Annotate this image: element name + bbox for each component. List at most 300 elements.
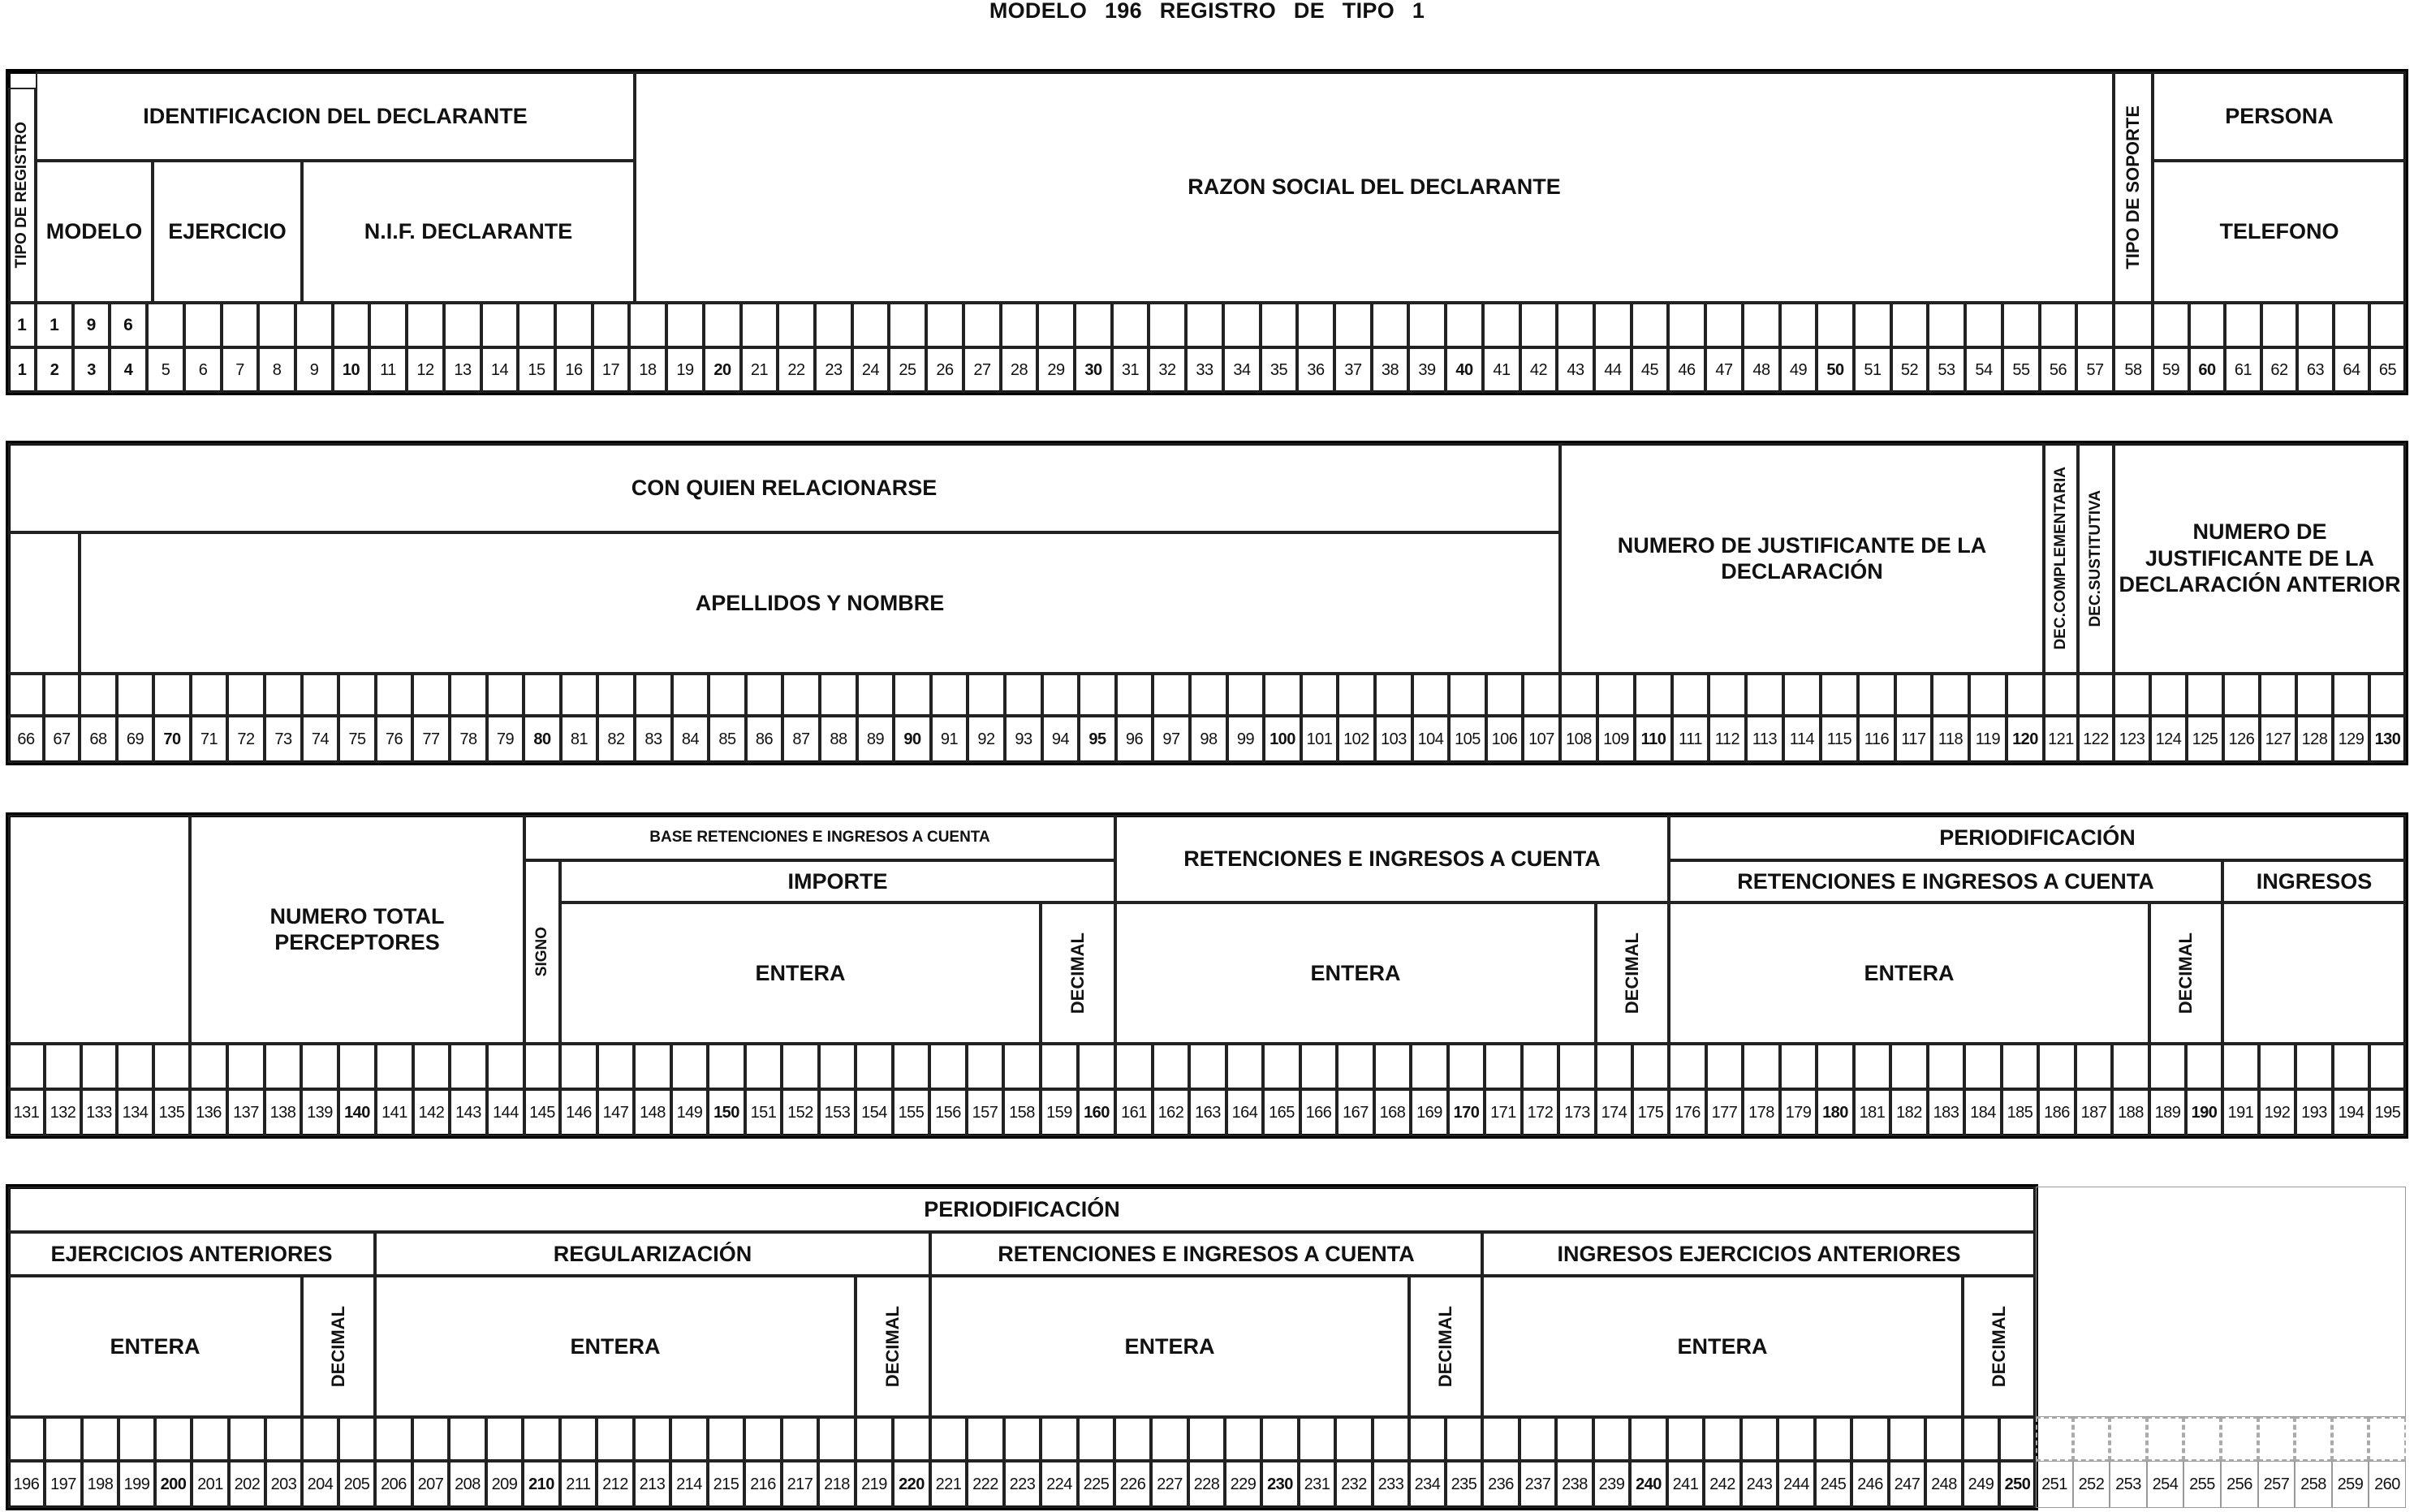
position-number: 113 (1746, 716, 1783, 763)
data-input-box[interactable] (1669, 1044, 1706, 1089)
page-title: MODELO 196 REGISTRO DE TIPO 1 (989, 0, 1425, 23)
data-input-box[interactable] (44, 674, 80, 716)
data-input-box[interactable] (1520, 303, 1557, 347)
data-input-box[interactable] (412, 674, 450, 716)
data-input-box[interactable] (2150, 674, 2187, 716)
data-input-box[interactable] (1448, 1044, 1485, 1089)
data-input-box[interactable] (1854, 1044, 1890, 1089)
data-input-box[interactable] (227, 1044, 265, 1089)
data-input-box[interactable] (1300, 1044, 1337, 1089)
data-input-box[interactable] (1041, 1417, 1078, 1461)
data-input-box[interactable] (1964, 1044, 2002, 1089)
data-input-box[interactable] (2110, 1417, 2147, 1461)
data-input-box[interactable] (338, 674, 376, 716)
data-input-box[interactable] (2221, 1417, 2258, 1461)
data-input-box[interactable] (1522, 1044, 1558, 1089)
data-input-box[interactable] (2076, 303, 2114, 347)
data-input-box[interactable] (1004, 1417, 1041, 1461)
data-input-box[interactable] (153, 1044, 190, 1089)
data-input-box[interactable] (1186, 303, 1223, 347)
data-input-box[interactable] (2334, 303, 2369, 347)
data-input-box[interactable] (1667, 1417, 1704, 1461)
data-input-box[interactable] (523, 1417, 560, 1461)
data-input-box[interactable] (635, 674, 672, 716)
data-input-box[interactable] (2040, 303, 2076, 347)
data-input-box[interactable] (778, 303, 815, 347)
ejercicio-header: EJERCICIO (153, 161, 302, 303)
data-input-box[interactable] (444, 303, 481, 347)
position-number: 260 (2369, 1461, 2406, 1508)
data-input-box[interactable] (593, 303, 629, 347)
data-input-box[interactable] (2258, 1417, 2295, 1461)
data-input-box[interactable] (634, 1417, 670, 1461)
data-input-box[interactable] (2297, 303, 2334, 347)
position-number: 62 (2261, 347, 2297, 393)
data-input-box[interactable] (2189, 303, 2225, 347)
data-input-box[interactable] (1153, 674, 1190, 716)
entera-header: ENTERA (1669, 902, 2149, 1044)
data-input-box[interactable] (2036, 1417, 2073, 1461)
data-input-box[interactable] (852, 303, 889, 347)
data-input-box[interactable] (1301, 674, 1338, 716)
data-input-box[interactable] (82, 1417, 119, 1461)
data-input-box[interactable] (1778, 1417, 1815, 1461)
data-input-box[interactable] (1037, 303, 1075, 347)
data-input-box[interactable] (2295, 1417, 2332, 1461)
data-input-box[interactable] (1225, 1417, 1261, 1461)
data-input-box[interactable] (889, 303, 926, 347)
data-input-box[interactable] (190, 1044, 227, 1089)
data-input-box[interactable] (45, 1417, 82, 1461)
data-input-box[interactable] (1226, 1044, 1263, 1089)
data-input-box[interactable] (931, 674, 968, 716)
data-input-box[interactable] (1264, 674, 1301, 716)
data-input-box[interactable] (1783, 674, 1821, 716)
data-input-box[interactable] (666, 303, 704, 347)
position-number: 2 (36, 347, 73, 393)
data-input-box[interactable] (672, 674, 709, 716)
data-input-box[interactable] (1153, 1044, 1189, 1089)
modelo-header: MODELO (36, 161, 153, 303)
ingresos-header: INGRESOS (2222, 860, 2406, 902)
data-input-box[interactable] (820, 674, 857, 716)
data-input-box[interactable] (192, 1417, 229, 1461)
position-number: 108 (1560, 716, 1597, 763)
data-input-box[interactable] (450, 1044, 487, 1089)
data-input-box[interactable] (1817, 1044, 1854, 1089)
data-input-box[interactable] (1263, 1044, 1300, 1089)
data-input-box[interactable] (2002, 1044, 2038, 1089)
data-box-value[interactable]: 1 (8, 303, 36, 347)
data-input-box[interactable] (2261, 303, 2297, 347)
data-input-box[interactable] (1411, 1044, 1448, 1089)
data-input-box[interactable] (2333, 674, 2369, 716)
data-input-box[interactable] (1928, 303, 1965, 347)
data-input-box[interactable] (1672, 674, 1709, 716)
data-input-box[interactable] (222, 303, 258, 347)
position-number: 246 (1851, 1461, 1889, 1508)
tipo-registro-header-text: TIPO DE REGISTRO (12, 122, 30, 269)
data-input-box[interactable] (1557, 303, 1594, 347)
data-input-box[interactable] (1851, 1417, 1889, 1461)
data-input-box[interactable] (782, 1044, 819, 1089)
data-input-box[interactable] (1556, 1417, 1593, 1461)
data-input-box[interactable] (449, 1417, 486, 1461)
data-input-box[interactable] (2183, 1417, 2221, 1461)
data-input-box[interactable] (1375, 674, 1412, 716)
data-input-box[interactable] (1335, 1417, 1373, 1461)
position-number: 247 (1889, 1461, 1925, 1508)
data-input-box[interactable] (1449, 674, 1486, 716)
data-input-box[interactable] (1114, 1417, 1151, 1461)
data-input-box[interactable] (856, 1417, 893, 1461)
data-input-box[interactable] (929, 1044, 967, 1089)
data-input-box[interactable] (1558, 1044, 1596, 1089)
data-input-box[interactable] (2369, 674, 2406, 716)
data-input-box[interactable] (1042, 674, 1079, 716)
data-input-box[interactable] (1112, 303, 1149, 347)
data-input-box[interactable] (265, 1044, 301, 1089)
data-input-box[interactable] (1743, 303, 1780, 347)
data-input-box[interactable] (968, 674, 1005, 716)
data-input-box[interactable] (1075, 303, 1112, 347)
data-input-box[interactable] (2225, 303, 2261, 347)
position-number: 182 (1890, 1089, 1928, 1136)
data-input-box[interactable] (117, 674, 153, 716)
data-input-box[interactable] (301, 1044, 338, 1089)
data-input-box[interactable] (893, 1044, 929, 1089)
data-input-box[interactable] (1817, 303, 1854, 347)
data-input-box[interactable] (450, 674, 487, 716)
data-input-box[interactable] (1149, 303, 1186, 347)
data-input-box[interactable] (1485, 1044, 1522, 1089)
data-input-box[interactable] (1596, 1044, 1632, 1089)
position-number: 174 (1596, 1089, 1632, 1136)
data-input-box[interactable] (2149, 1044, 2186, 1089)
position-number: 65 (2369, 347, 2406, 393)
data-input-box[interactable] (1408, 303, 1446, 347)
position-number: 255 (2183, 1461, 2221, 1508)
data-input-box[interactable] (1005, 674, 1042, 716)
data-input-box[interactable] (629, 303, 666, 347)
data-input-box[interactable] (930, 1417, 967, 1461)
data-input-box[interactable] (1889, 1417, 1925, 1461)
data-input-box[interactable] (561, 674, 597, 716)
position-number: 45 (1632, 347, 1668, 393)
data-input-box[interactable] (1593, 1417, 1630, 1461)
data-input-box[interactable] (155, 1417, 192, 1461)
position-number: 212 (597, 1461, 634, 1508)
data-input-box[interactable] (153, 674, 191, 716)
data-input-box[interactable] (1895, 674, 1932, 716)
position-number: 53 (1928, 347, 1965, 393)
data-input-box[interactable] (1116, 674, 1153, 716)
data-input-box[interactable] (1632, 1044, 1669, 1089)
position-number: 25 (889, 347, 926, 393)
data-input-box[interactable] (2114, 674, 2150, 716)
data-input-box[interactable] (1854, 303, 1891, 347)
position-number: 232 (1335, 1461, 1373, 1508)
data-input-box[interactable] (856, 1044, 893, 1089)
data-input-box[interactable] (2002, 303, 2040, 347)
position-number: 257 (2258, 1461, 2295, 1508)
data-input-box[interactable] (1409, 1417, 1446, 1461)
data-input-box[interactable] (1297, 303, 1334, 347)
data-input-box[interactable] (375, 1417, 412, 1461)
data-input-box[interactable] (1003, 1044, 1041, 1089)
data-input-box[interactable] (227, 674, 265, 716)
data-input-box[interactable] (1227, 674, 1264, 716)
data-input-box[interactable] (1338, 674, 1375, 716)
data-input-box[interactable] (782, 1417, 818, 1461)
data-input-box[interactable] (597, 1417, 634, 1461)
data-input-box[interactable] (524, 674, 561, 716)
position-number: 75 (338, 716, 376, 763)
position-number: 177 (1706, 1089, 1743, 1136)
data-input-box[interactable] (1705, 303, 1743, 347)
data-input-box[interactable] (634, 1044, 671, 1089)
data-input-box[interactable] (1928, 1044, 1964, 1089)
data-input-box[interactable] (369, 303, 407, 347)
data-input-box[interactable] (147, 303, 184, 347)
position-number: 90 (894, 716, 931, 763)
data-input-box[interactable] (1299, 1417, 1335, 1461)
data-input-box[interactable] (229, 1417, 265, 1461)
data-input-box[interactable] (1190, 674, 1227, 716)
persona-header: PERSONA (2153, 71, 2406, 161)
data-input-box[interactable] (1704, 1417, 1741, 1461)
data-input-box[interactable] (2186, 1044, 2222, 1089)
data-input-box[interactable] (1374, 1044, 1411, 1089)
data-input-box[interactable] (338, 1044, 376, 1089)
data-input-box[interactable] (518, 303, 555, 347)
data-input-box[interactable] (1821, 674, 1858, 716)
data-input-box[interactable] (80, 674, 117, 716)
data-input-box[interactable] (2332, 1417, 2369, 1461)
position-number: 106 (1486, 716, 1523, 763)
data-input-box[interactable] (857, 674, 894, 716)
data-input-box[interactable] (1520, 1417, 1556, 1461)
position-number: 50 (1817, 347, 1854, 393)
data-input-box[interactable] (1668, 303, 1705, 347)
data-input-box[interactable] (819, 1044, 856, 1089)
data-input-box[interactable] (487, 674, 524, 716)
data-input-box[interactable] (1115, 1044, 1153, 1089)
data-box-value[interactable]: 1 (36, 303, 73, 347)
data-input-box[interactable] (1337, 1044, 1374, 1089)
data-input-box[interactable] (709, 674, 746, 716)
data-input-box[interactable] (818, 1417, 856, 1461)
data-input-box[interactable] (967, 1417, 1004, 1461)
data-input-box[interactable] (1969, 674, 2007, 716)
data-input-box[interactable] (117, 1044, 153, 1089)
data-input-box[interactable] (1560, 674, 1597, 716)
data-input-box[interactable] (1963, 1417, 1999, 1461)
data-input-box[interactable] (1932, 674, 1969, 716)
data-input-box[interactable] (1151, 1417, 1188, 1461)
data-input-box[interactable] (412, 1417, 449, 1461)
data-input-box[interactable] (1041, 1044, 1078, 1089)
data-input-box[interactable] (2260, 674, 2296, 716)
decimal-header (1963, 1276, 2036, 1417)
data-input-box[interactable] (1780, 303, 1817, 347)
data-input-box[interactable] (184, 303, 222, 347)
data-input-box[interactable] (782, 674, 820, 716)
data-input-box[interactable] (1597, 674, 1635, 716)
data-input-box[interactable] (1632, 303, 1668, 347)
data-input-box[interactable] (894, 674, 931, 716)
data-input-box[interactable] (302, 1417, 338, 1461)
data-input-box[interactable] (1188, 1417, 1225, 1461)
data-input-box[interactable] (2296, 674, 2333, 716)
data-input-box[interactable] (2153, 303, 2189, 347)
data-input-box[interactable] (815, 303, 852, 347)
data-input-box[interactable] (1261, 303, 1297, 347)
data-input-box[interactable] (2333, 1044, 2369, 1089)
data-input-box[interactable] (744, 1417, 782, 1461)
data-input-box[interactable] (333, 303, 369, 347)
position-number: 4 (110, 347, 147, 393)
data-input-box[interactable] (2147, 1417, 2183, 1461)
data-input-box[interactable] (119, 1417, 155, 1461)
position-number: 138 (265, 1089, 301, 1136)
data-input-box[interactable] (2295, 1044, 2333, 1089)
data-input-box[interactable] (670, 1417, 708, 1461)
data-input-box[interactable] (1446, 303, 1483, 347)
data-input-box[interactable] (1858, 674, 1895, 716)
data-input-box[interactable] (481, 303, 518, 347)
data-input-box[interactable] (1709, 674, 1746, 716)
data-input-box[interactable] (265, 1417, 302, 1461)
position-number: 201 (192, 1461, 229, 1508)
data-input-box[interactable] (1261, 1417, 1299, 1461)
data-input-box[interactable] (2222, 1044, 2259, 1089)
data-input-box[interactable] (704, 303, 741, 347)
data-input-box[interactable] (2073, 1417, 2110, 1461)
data-input-box[interactable] (597, 674, 635, 716)
data-input-box[interactable] (1890, 1044, 1928, 1089)
data-input-box[interactable] (2112, 1044, 2149, 1089)
data-input-box[interactable] (2114, 303, 2153, 347)
data-input-box[interactable] (376, 1044, 413, 1089)
data-input-box[interactable] (560, 1044, 597, 1089)
data-box-value[interactable]: 9 (73, 303, 110, 347)
data-input-box[interactable] (1446, 1417, 1482, 1461)
data-input-box[interactable] (671, 1044, 708, 1089)
data-input-box[interactable] (708, 1417, 744, 1461)
data-input-box[interactable] (376, 674, 412, 716)
data-input-box[interactable] (1965, 303, 2002, 347)
data-input-box[interactable] (555, 303, 593, 347)
data-input-box[interactable] (45, 1044, 81, 1089)
data-input-box[interactable] (1706, 1044, 1743, 1089)
data-input-box[interactable] (963, 303, 1001, 347)
data-input-box[interactable] (2369, 1417, 2406, 1461)
data-input-box[interactable] (1635, 674, 1672, 716)
data-input-box[interactable] (2038, 1044, 2076, 1089)
data-input-box[interactable] (2076, 1044, 2112, 1089)
position-number: 57 (2076, 347, 2114, 393)
data-input-box[interactable] (1078, 1417, 1114, 1461)
data-input-box[interactable] (746, 674, 782, 716)
data-input-box[interactable] (1741, 1417, 1778, 1461)
data-input-box[interactable] (1482, 1417, 1520, 1461)
data-input-box[interactable] (893, 1417, 930, 1461)
data-input-box[interactable] (967, 1044, 1003, 1089)
data-input-box[interactable] (2187, 674, 2223, 716)
data-input-box[interactable] (81, 1044, 117, 1089)
data-input-box[interactable] (2223, 674, 2260, 716)
data-input-box[interactable] (2078, 674, 2114, 716)
data-input-box[interactable] (1372, 303, 1408, 347)
data-input-box[interactable] (8, 1417, 45, 1461)
data-input-box[interactable] (1079, 674, 1116, 716)
data-input-box[interactable] (487, 1044, 524, 1089)
data-input-box[interactable] (2007, 674, 2044, 716)
data-input-box[interactable] (1078, 1044, 1115, 1089)
data-input-box[interactable] (413, 1044, 450, 1089)
data-input-box[interactable] (8, 674, 44, 716)
data-input-box[interactable] (1746, 674, 1783, 716)
data-input-box[interactable] (265, 674, 302, 716)
data-input-box[interactable] (486, 1417, 523, 1461)
data-input-box[interactable] (338, 1417, 375, 1461)
data-input-box[interactable] (1925, 1417, 1963, 1461)
data-input-box[interactable] (1001, 303, 1037, 347)
data-input-box[interactable] (745, 1044, 782, 1089)
data-input-box[interactable] (1630, 1417, 1667, 1461)
data-input-box[interactable] (1189, 1044, 1226, 1089)
data-input-box[interactable] (2259, 1044, 2295, 1089)
data-input-box[interactable] (2369, 303, 2406, 347)
data-input-box[interactable] (1483, 303, 1520, 347)
data-input-box[interactable] (1523, 674, 1560, 716)
data-input-box[interactable] (560, 1417, 597, 1461)
decimal-header (1409, 1276, 1482, 1417)
data-input-box[interactable] (407, 303, 444, 347)
data-input-box[interactable] (1743, 1044, 1780, 1089)
position-number: 214 (670, 1461, 708, 1508)
data-input-box[interactable] (191, 674, 227, 716)
data-input-box[interactable] (8, 1044, 45, 1089)
data-input-box[interactable] (1999, 1417, 2036, 1461)
data-input-box[interactable] (597, 1044, 634, 1089)
data-input-box[interactable] (2044, 674, 2078, 716)
position-number: 140 (338, 1089, 376, 1136)
data-input-box[interactable] (1594, 303, 1632, 347)
data-input-box[interactable] (1412, 674, 1449, 716)
data-input-box[interactable] (1486, 674, 1523, 716)
position-number: 207 (412, 1461, 449, 1508)
data-input-box[interactable] (1891, 303, 1928, 347)
data-input-box[interactable] (2369, 1044, 2406, 1089)
data-input-box[interactable] (1223, 303, 1261, 347)
data-input-box[interactable] (258, 303, 295, 347)
data-input-box[interactable] (302, 674, 338, 716)
data-input-box[interactable] (1780, 1044, 1817, 1089)
data-input-box[interactable] (1373, 1417, 1409, 1461)
data-input-box[interactable] (295, 303, 333, 347)
data-input-box[interactable] (524, 1044, 560, 1089)
data-box-value[interactable]: 6 (110, 303, 147, 347)
data-input-box[interactable] (1334, 303, 1372, 347)
position-number: 82 (597, 716, 635, 763)
data-input-box[interactable] (1815, 1417, 1851, 1461)
data-input-box[interactable] (708, 1044, 745, 1089)
tipo-soporte-header-text: TIPO DE SOPORTE (2122, 105, 2143, 269)
data-input-box[interactable] (741, 303, 778, 347)
data-input-box[interactable] (926, 303, 963, 347)
